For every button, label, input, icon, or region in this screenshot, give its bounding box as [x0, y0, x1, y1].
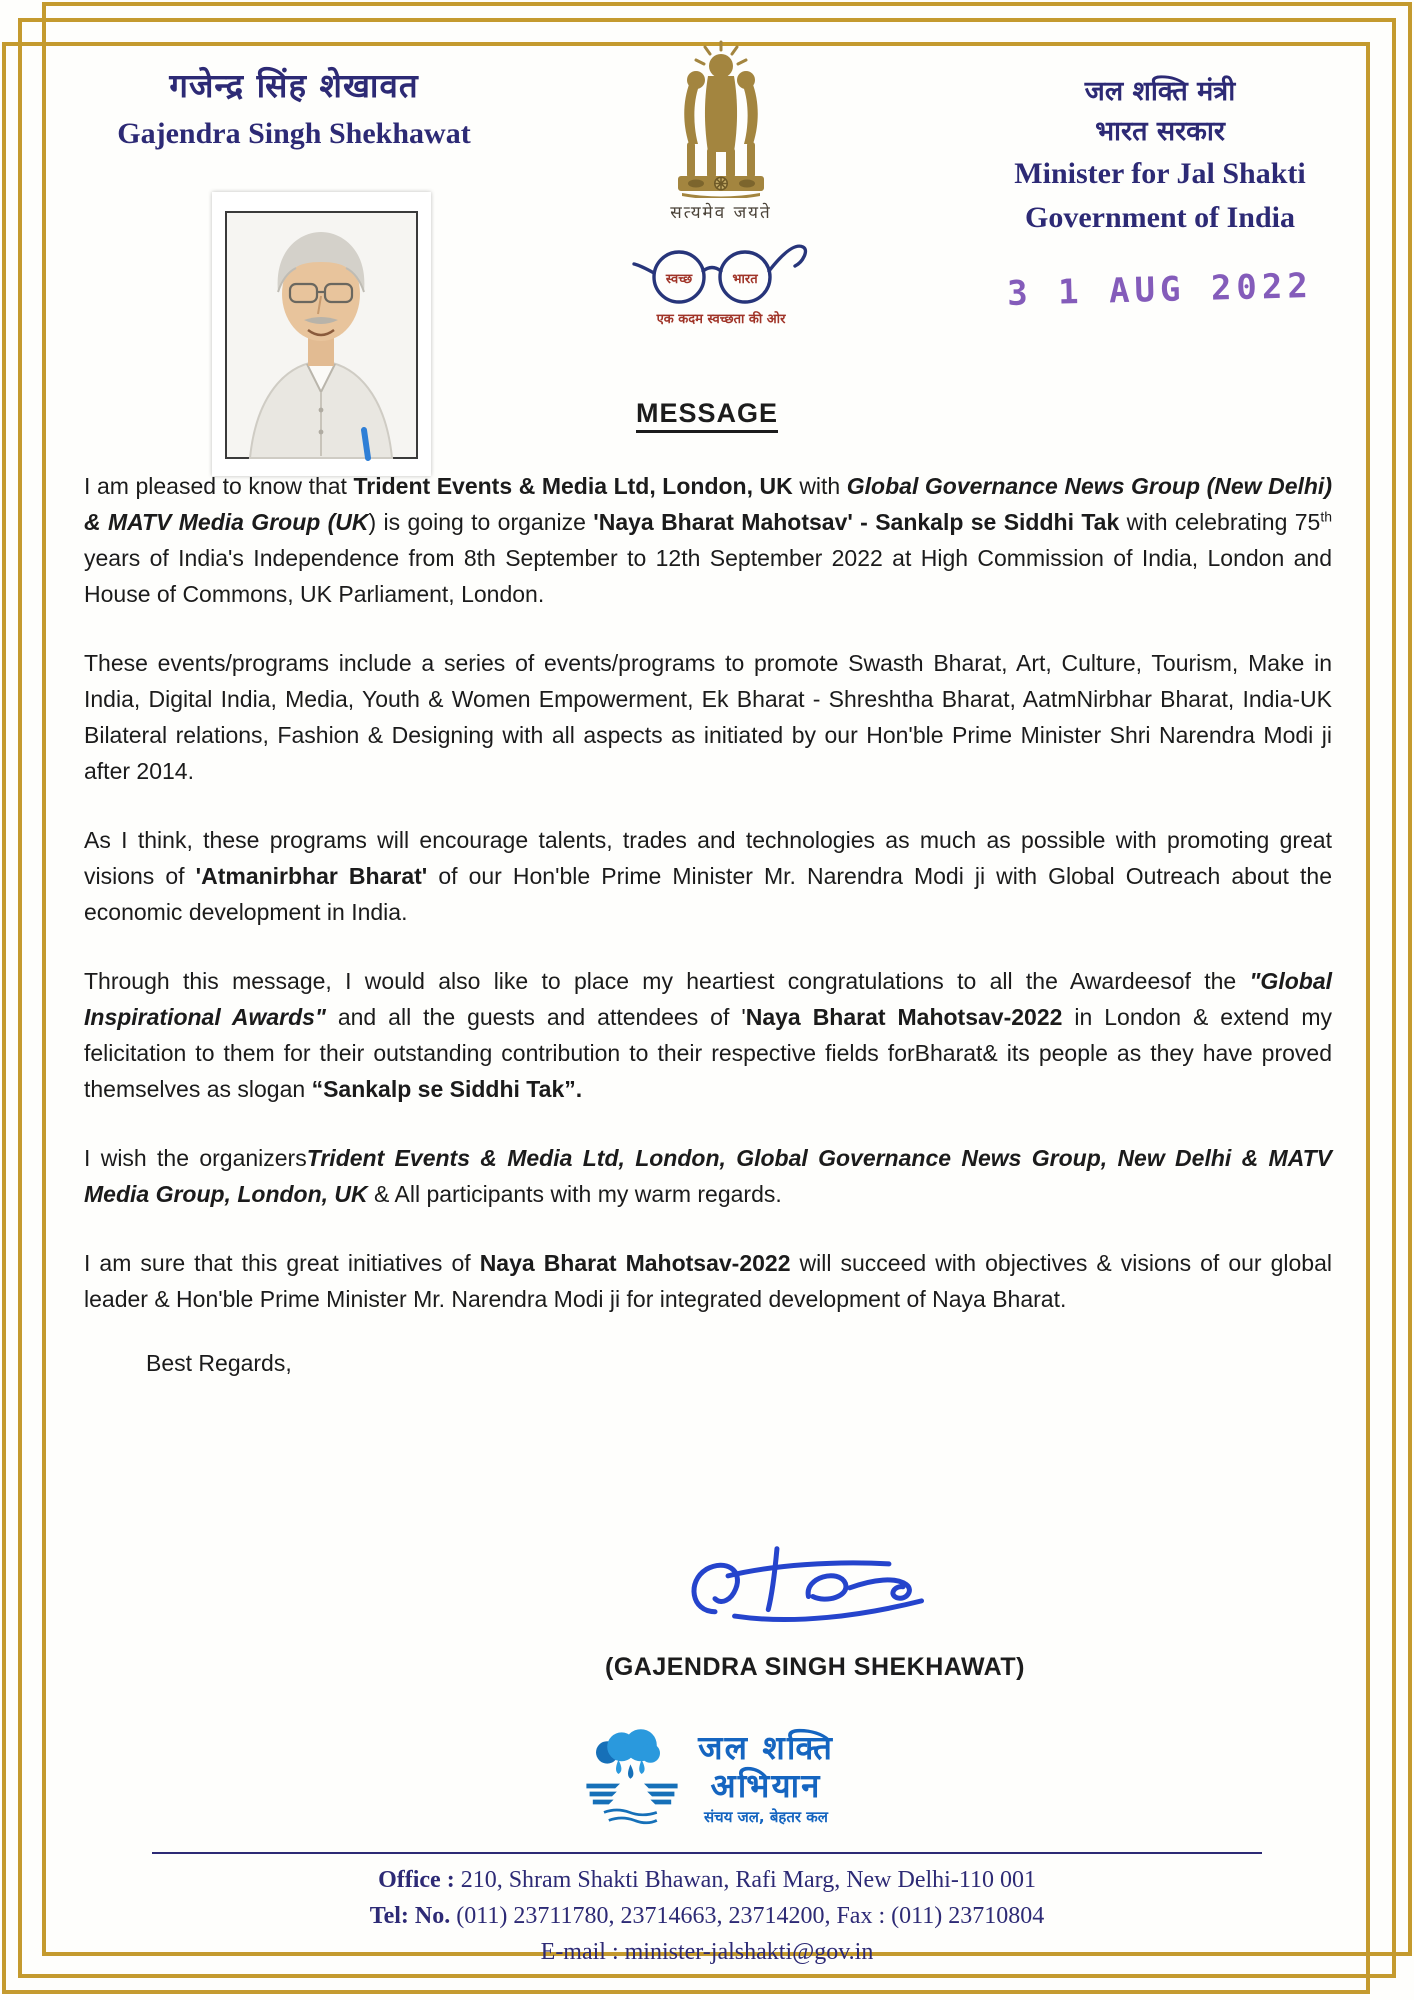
header-center-block [596, 40, 846, 327]
jal-shakti-abhiyan-logo [0, 1718, 1414, 1838]
signature-image [665, 1540, 965, 1640]
ministry-title-english-1: Minister for Jal Shakti [1014, 157, 1306, 190]
jsa-logo-text-line1: जल शक्ति [698, 1728, 834, 1767]
jsa-logo-tagline: संचय जल, बेहतर कल [704, 1808, 828, 1826]
minister-name-hindi: गजेन्द्र सिंह शेखावत [169, 66, 419, 105]
satyamev-jayate-caption: सत्यमेव जयते [670, 203, 772, 223]
signatory-name: (GAJENDRA SINGH SHEKHAWAT) [605, 1653, 1025, 1681]
minister-name-block [84, 62, 504, 151]
signature-block [560, 1540, 1070, 1682]
footer-contact-block [0, 1862, 1414, 1970]
tel-label: Tel: No. [369, 1903, 451, 1929]
paragraph-1: I am pleased to know that Trident Events & Media Ltd, London, UK with Global Governance News Group (New Delhi) & MATV Media Group (UK) is going to organize 'Naya Bharat Mahotsav' - Sankalp se Siddhi Tak with celebrating 75th years of India's Independence from 8th September to 12th September 2022 at High Commission of India, London and House of Commons, UK Parliament, London. [84, 473, 1333, 607]
message-heading-row [0, 398, 1414, 433]
ministry-title-english-2: Government of India [1025, 201, 1295, 234]
paragraph-2: These events/programs include a series of events/programs to promote Swasth Bharat, Art, Culture, Tourism, Make in India, Digital India, Media, Youth & Women Empowerment, Ek Bharat - Shreshtha Bharat, AatmNirbhar Bharat, India-UK Bilateral relations, Fashion & Designing with all aspects as initiated by our Hon'ble Prime Minister Shri Narendra Modi ji after 2014. [84, 650, 1332, 784]
office-value: 210, Shram Shakti Bhawan, Rafi Marg, New Delhi-110 001 [454, 1867, 1036, 1893]
closing-salutation: Best Regards, [146, 1350, 292, 1376]
minister-name-english: Gajendra Singh Shekhawat [117, 117, 471, 150]
swachh-tagline: एक कदम स्वच्छता की ओर [656, 312, 786, 327]
jal-shakti-abhiyan-icon [580, 1718, 684, 1838]
telephone-line [0, 1898, 1414, 1934]
swachh-bharat-logo [596, 235, 846, 327]
ministry-title-block [950, 72, 1370, 314]
date-stamp: 3 1 AUG 2022 [1006, 266, 1314, 314]
office-label: Office : [378, 1867, 455, 1893]
jsa-logo-text-line2: अभियान [710, 1766, 822, 1805]
swachh-lens-right-label: भारत [732, 272, 758, 287]
minister-photo [212, 192, 431, 476]
paragraph-6: I am sure that this great initiatives of Naya Bharat Mahotsav-2022 will succeed with objectives & visions of our global leader & Hon'ble Prime Minister Mr. Narendra Modi ji for integrated development of Naya Bharat. [84, 1250, 1333, 1312]
office-address-line [0, 1862, 1414, 1898]
minister-portrait-image [212, 192, 431, 476]
national-emblem-icon [660, 40, 782, 198]
paragraph-3: As I think, these programs will encourage talents, trades and technologies as much as possible with promoting great visions of 'Atmanirbhar Bharat' of our Hon'ble Prime Minister Mr. Narendra Modi ji with Global Outreach about the economic development in India. [84, 827, 1332, 925]
ministry-title-hindi-2: भारत सरकार [1095, 116, 1225, 147]
swachh-bharat-glasses-icon [631, 235, 811, 309]
paragraph-5: I wish the organizersTrident Events & Media Ltd, London, Global Governance News Group, New Delhi & MATV Media Group, London, UK & All participants with my warm regards. [84, 1145, 1332, 1207]
footer-divider [152, 1852, 1262, 1854]
letter-body [84, 468, 1332, 1377]
message-heading: MESSAGE [636, 398, 778, 433]
paragraph-4: Through this message, I would also like to place my heartiest congratulations to all the Awardeesof the "Global Inspirational Awards" and all the guests and attendees of 'Naya Bharat Mahotsav-2022 in London & extend my felicitation to them for their outstanding contribution to their respective fields forBharat& its people as they have proved themselves as slogan “Sankalp se Siddhi Tak”. [84, 968, 1332, 1102]
tel-value: (011) 23711780, 23714663, 23714200, Fax : (011) 23710804 [450, 1903, 1045, 1929]
ministry-title-hindi-1: जल शक्ति मंत्री [1084, 76, 1236, 107]
email-line: E-mail : minister-jalshakti@gov.in [540, 1939, 874, 1965]
swachh-lens-left-label: स्वच्छ [665, 272, 693, 287]
